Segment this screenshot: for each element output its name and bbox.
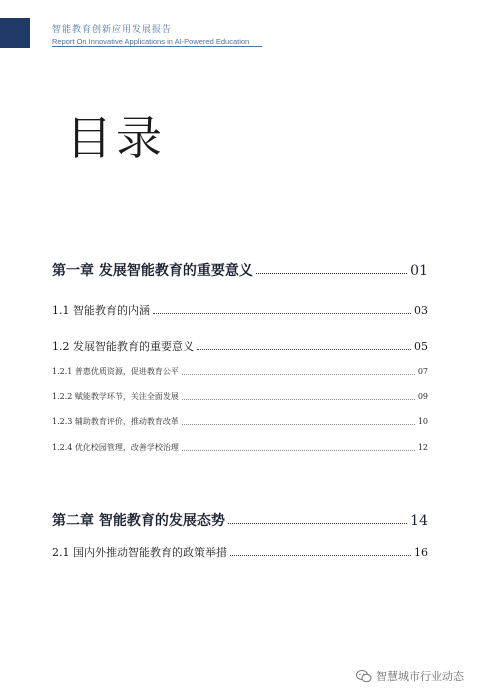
toc-entry-label: 1.2.4 优化校园管理，改善学校治理: [52, 443, 179, 452]
toc-entry-label: 1.2.2 赋能教学环节，关注全面发展: [52, 392, 179, 401]
toc-entry-page: 03: [414, 304, 428, 317]
toc-leader-dots: [182, 424, 415, 425]
toc-entry-label: 1.1 智能教育的内涵: [52, 304, 150, 317]
header-title-en: Report On Innovative Applications in AI-Powered Education: [52, 37, 250, 46]
toc-leader-dots: [228, 523, 407, 524]
toc-title: 目录: [66, 111, 166, 165]
watermark-text: 智慧城市行业动态: [376, 670, 464, 683]
toc-entry-label: 1.2 发展智能教育的重要意义: [52, 340, 194, 353]
toc-entry-label: 1.2.1 普惠优质资源，促进教育公平: [52, 367, 179, 376]
toc-leader-dots: [182, 450, 415, 451]
toc-entry-chapter-2[interactable]: [52, 510, 428, 530]
toc-entry-page: 09: [417, 392, 428, 401]
toc-entry-label: 第二章 智能教育的发展态势: [52, 513, 225, 529]
header-title-cn: 智能教育创新应用发展报告: [52, 25, 173, 35]
toc-entry-2-1[interactable]: [52, 544, 428, 560]
toc-entry-1-1[interactable]: [52, 302, 428, 318]
toc-leader-dots: [197, 349, 411, 350]
toc-entry-1-2[interactable]: [52, 338, 428, 354]
toc-entry-1-2-3[interactable]: [52, 416, 428, 427]
toc-leader-dots: [182, 399, 415, 400]
toc-entry-label: 第一章 发展智能教育的重要意义: [52, 263, 253, 279]
wechat-icon: [356, 670, 372, 683]
toc-entry-page: 01: [410, 263, 428, 279]
toc-entry-1-2-4[interactable]: [52, 442, 428, 453]
toc-entry-page: 16: [414, 546, 428, 559]
header-text: [52, 22, 249, 46]
toc-leader-dots: [153, 313, 411, 314]
toc-entry-page: 12: [417, 443, 428, 452]
header-color-block: [0, 18, 30, 48]
toc-entry-page: 05: [414, 340, 428, 353]
toc-entry-page: 10: [417, 417, 428, 426]
toc-entry-page: 14: [410, 513, 428, 529]
toc-leader-dots: [256, 273, 407, 274]
toc-leader-dots: [230, 555, 411, 556]
toc-entry-page: 07: [417, 367, 428, 376]
toc-entry-1-2-2[interactable]: [52, 391, 428, 402]
toc-leader-dots: [182, 374, 415, 375]
toc-entry-1-2-1[interactable]: [52, 366, 428, 377]
source-watermark: [356, 668, 464, 684]
report-header: [0, 0, 493, 50]
toc-entry-label: 1.2.3 辅助教育评价，推动教育改革: [52, 417, 179, 426]
toc-entry-label: 2.1 国内外推动智能教育的政策举措: [52, 546, 227, 559]
toc-entry-chapter-1[interactable]: [52, 260, 428, 280]
header-divider: [52, 46, 262, 47]
